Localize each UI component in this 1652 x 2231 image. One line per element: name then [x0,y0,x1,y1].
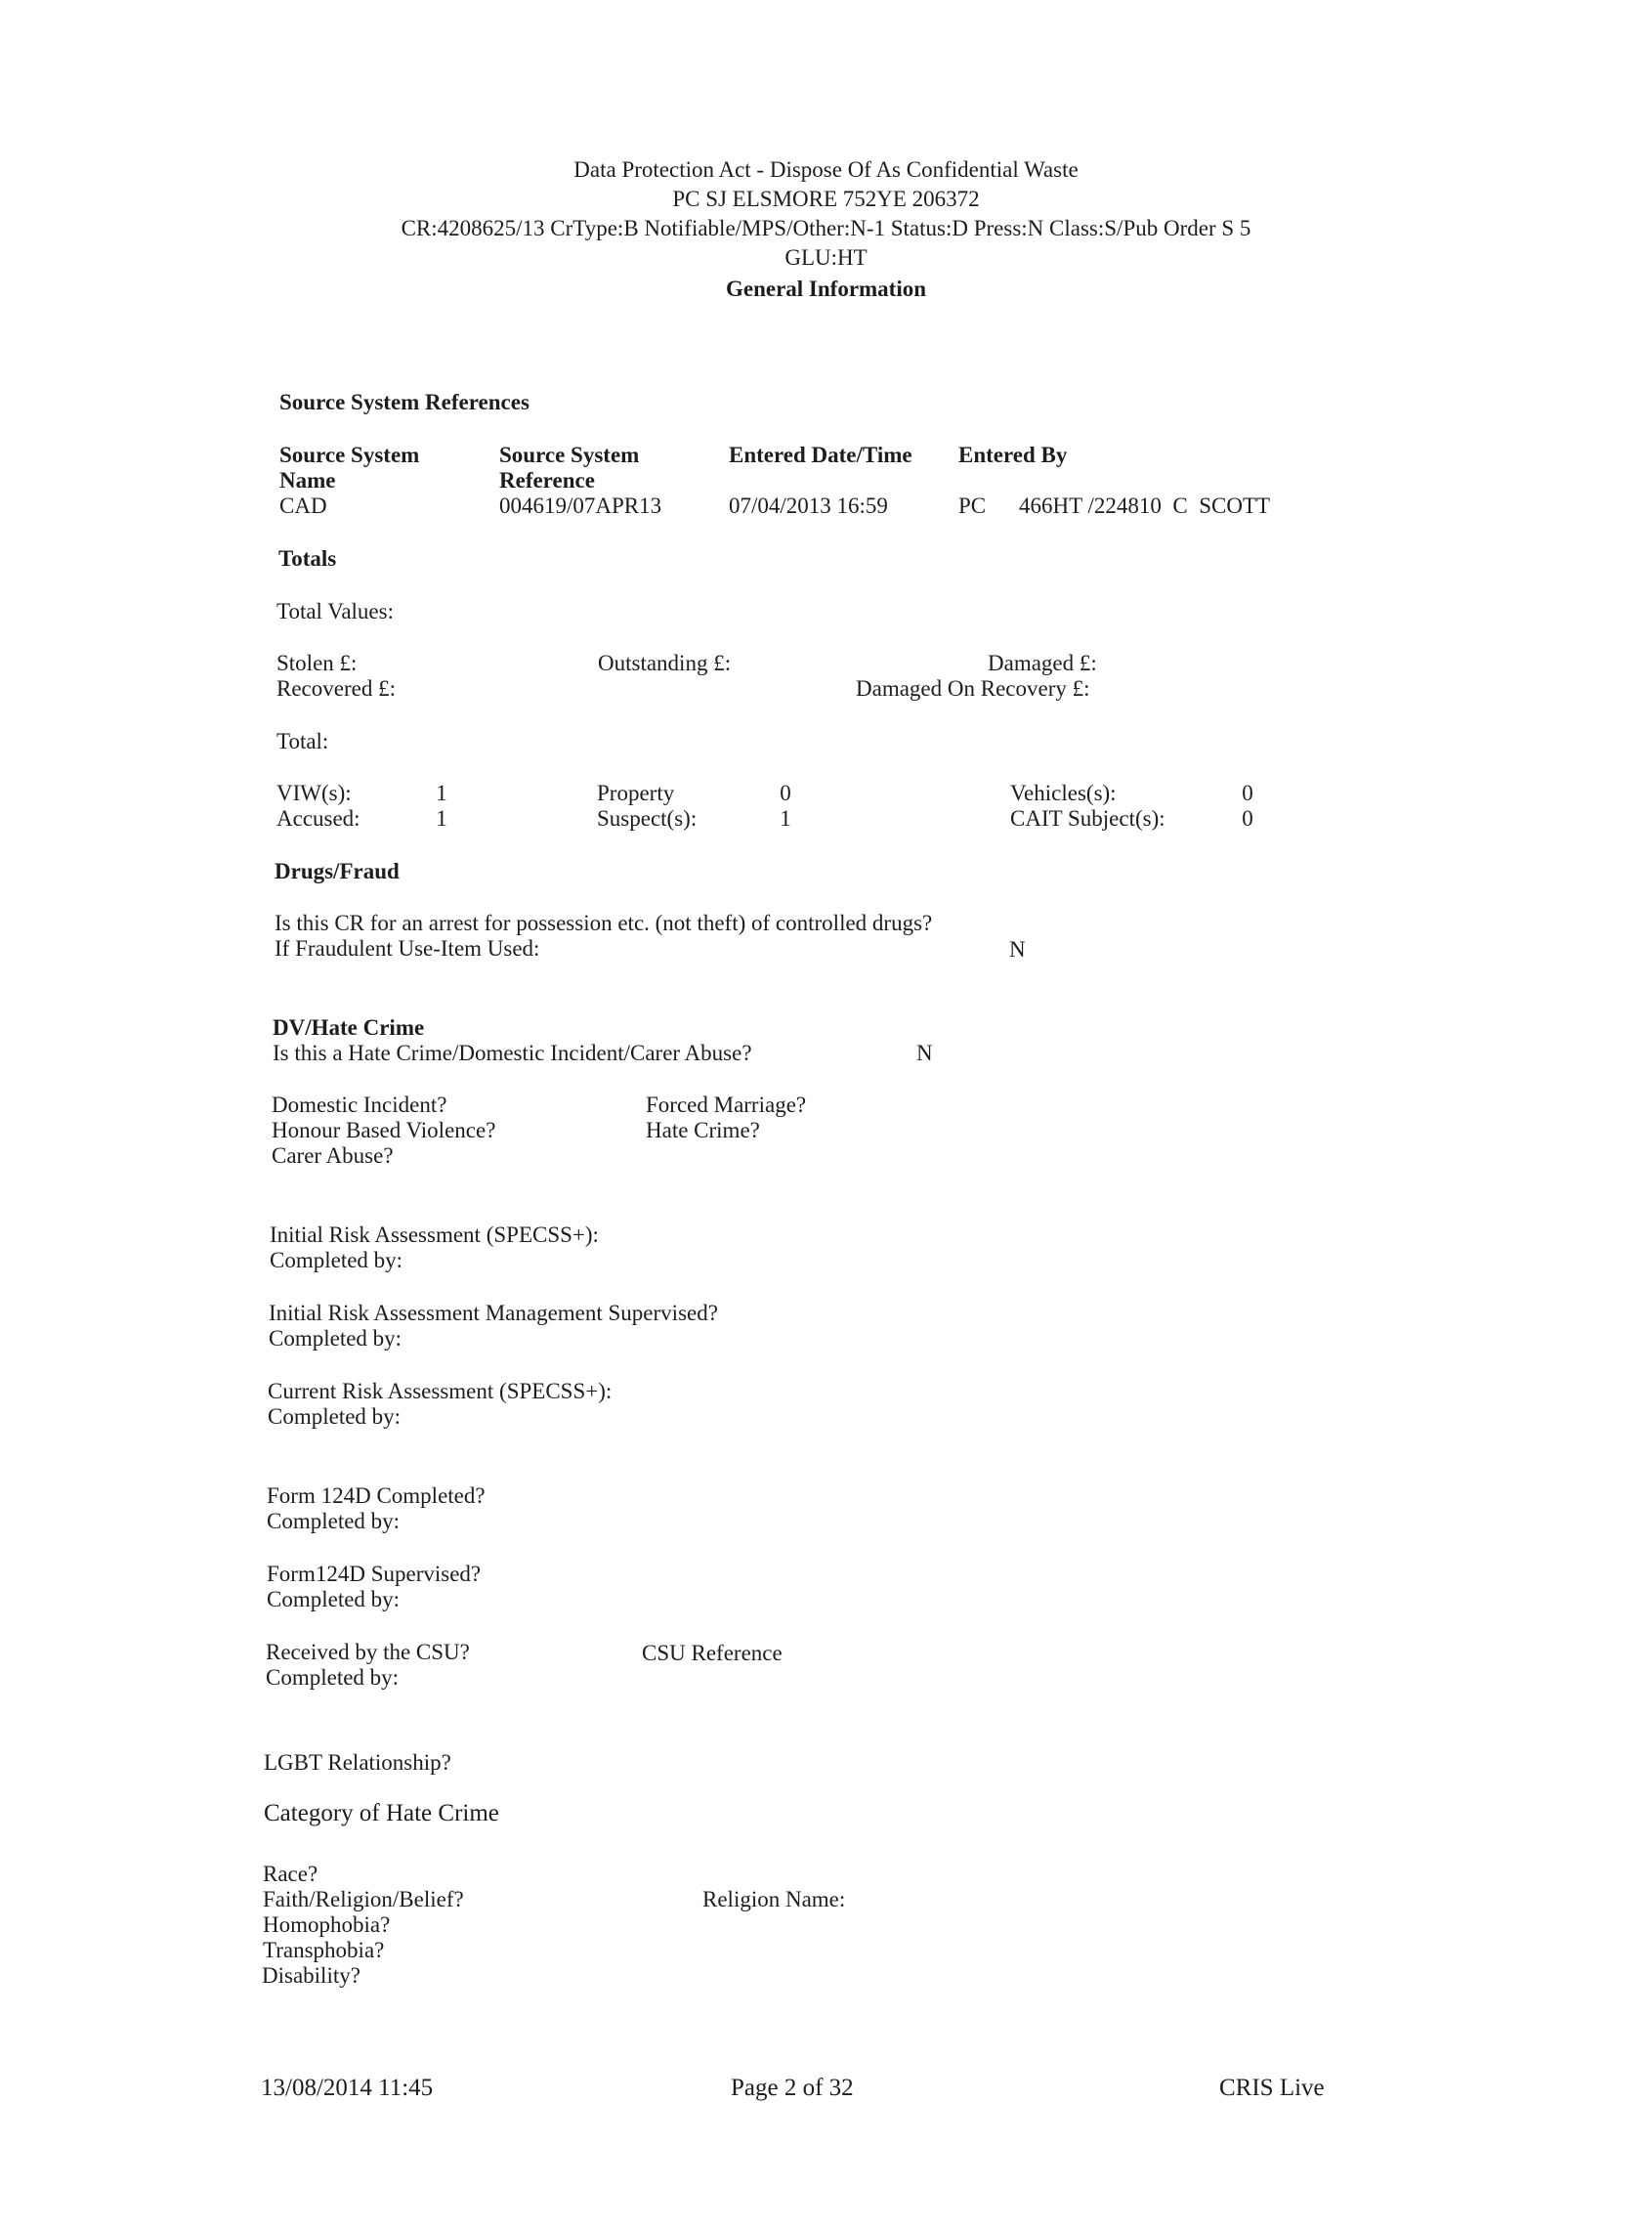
viws-label: VIW(s): [276,781,352,805]
outstanding-label: Outstanding £: [598,651,732,675]
current-risk-completed-by: Completed by: [268,1404,402,1429]
cait-label: CAIT Subject(s): [1010,806,1165,831]
source-name-value: CAD [279,493,327,518]
initial-risk-completed-by: Completed by: [270,1248,403,1272]
entered-by-rank: PC [958,493,987,518]
honour-violence-label: Honour Based Violence? [272,1118,496,1142]
col-header-source-name-2: Name [279,468,336,493]
form-124d-completed-by: Completed by: [267,1509,401,1533]
lgbt-relationship-label: LGBT Relationship? [264,1750,451,1775]
cait-value: 0 [1242,806,1253,831]
suspects-label: Suspect(s): [597,806,698,831]
viws-value: 1 [436,781,447,805]
religion-name-label: Religion Name: [702,1887,846,1911]
property-value: 0 [780,781,791,805]
form-124d-supervised-completed-by: Completed by: [267,1587,401,1611]
source-reference-value: 004619/07APR13 [499,493,662,518]
csu-received-label: Received by the CSU? [266,1640,470,1664]
hate-category-heading: Category of Hate Crime [264,1800,499,1826]
hate-crime-label: Hate Crime? [646,1118,760,1142]
fraud-answer: N [1009,937,1026,962]
domestic-incident-label: Domestic Incident? [272,1093,447,1117]
carer-abuse-label: Carer Abuse? [272,1143,394,1168]
damaged-on-recovery-label: Damaged On Recovery £: [856,676,1090,701]
footer-page-number: Page 2 of 32 [731,2075,854,2101]
initial-risk-supervised-completed-by: Completed by: [269,1326,402,1351]
total-values-label: Total Values: [276,599,394,623]
header-line-1: Data Protection Act - Dispose Of As Confidential Waste [573,157,1079,182]
dv-hate-heading: DV/Hate Crime [273,1015,425,1040]
drugs-question: Is this CR for an arrest for possession etc. (not theft) of controlled drugs? [275,911,933,935]
vehicles-value: 0 [1242,781,1253,805]
faith-label: Faith/Religion/Belief? [263,1887,464,1911]
accused-value: 1 [436,806,447,831]
header-glu: GLU:HT [784,245,868,270]
initial-risk-supervised-label: Initial Risk Assessment Management Supervised? [269,1301,718,1325]
hate-domestic-question: Is this a Hate Crime/Domestic Incident/Carer Abuse? [273,1041,752,1065]
damaged-label: Damaged £: [988,651,1097,675]
col-header-source-name-1: Source System [279,443,420,467]
homophobia-label: Homophobia? [263,1912,391,1937]
vehicles-label: Vehicles(s): [1010,781,1117,805]
recovered-label: Recovered £: [276,676,396,701]
disability-label: Disability? [262,1963,360,1988]
page-title: General Information [725,277,927,301]
hate-domestic-answer: N [916,1041,933,1065]
total-label: Total: [276,729,329,753]
footer-datetime: 13/08/2014 11:45 [261,2075,434,2101]
forced-marriage-label: Forced Marriage? [646,1093,807,1117]
fraud-question: If Fraudulent Use-Item Used: [275,936,540,961]
entered-by-value: 466HT /224810 C SCOTT [1019,493,1271,518]
entered-datetime-value: 07/04/2013 16:59 [729,493,888,518]
csu-reference-label: CSU Reference [642,1641,783,1665]
transphobia-label: Transphobia? [263,1938,385,1962]
header-crime-reference: CR:4208625/13 CrType:B Notifiable/MPS/Other:N-1 Status:D Press:N Class:S/Pub Order S 5 [401,216,1251,240]
property-label: Property [597,781,675,805]
initial-risk-label: Initial Risk Assessment (SPECSS+): [270,1223,599,1247]
stolen-label: Stolen £: [276,651,358,675]
current-risk-label: Current Risk Assessment (SPECSS+): [268,1379,613,1403]
form-124d-completed-label: Form 124D Completed? [267,1483,486,1508]
col-header-source-ref-1: Source System [499,443,640,467]
drugs-fraud-heading: Drugs/Fraud [275,859,400,883]
csu-received-completed-by: Completed by: [266,1665,400,1690]
form-124d-supervised-label: Form124D Supervised? [267,1562,482,1586]
col-header-entered-by: Entered By [958,443,1068,467]
totals-heading: Totals [278,546,337,571]
accused-label: Accused: [276,806,360,831]
footer-system: CRIS Live [1219,2075,1325,2101]
header-officer: PC SJ ELSMORE 752YE 206372 [672,187,980,211]
suspects-value: 1 [780,806,791,831]
source-refs-heading: Source System References [279,390,529,414]
col-header-entered-datetime: Entered Date/Time [729,443,912,467]
col-header-source-ref-2: Reference [499,468,595,493]
race-label: Race? [263,1862,318,1886]
